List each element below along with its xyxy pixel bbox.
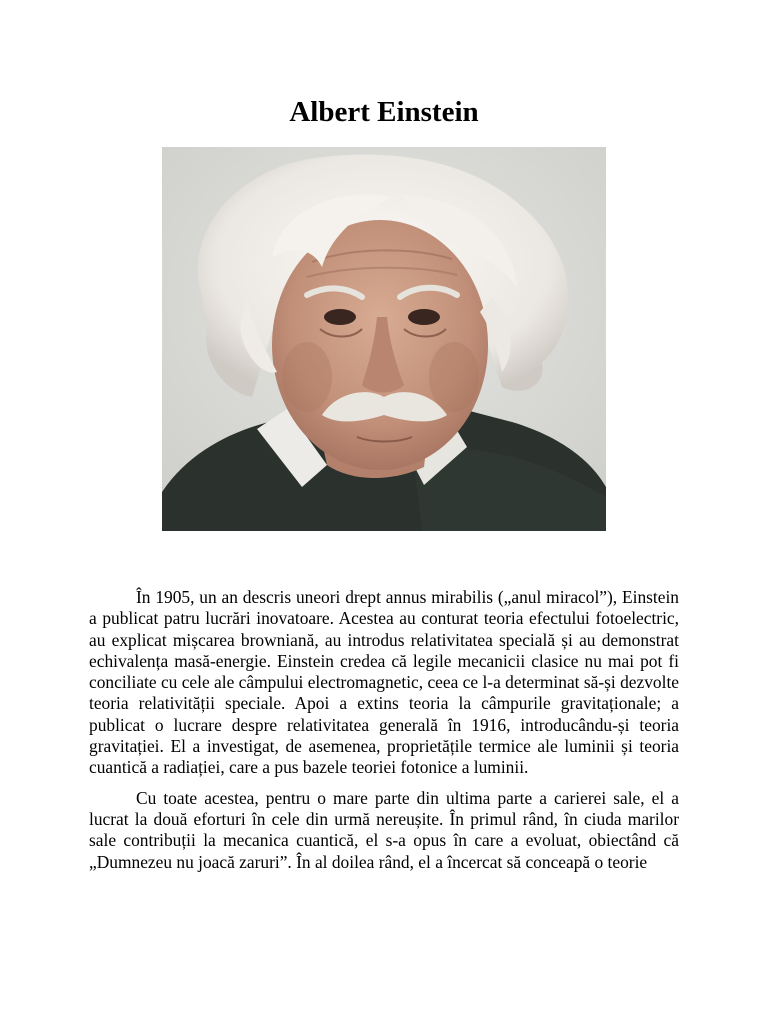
paragraph: În 1905, un an descris uneori drept annus mirabilis („anul miracol”), Einstein a publicat patru lucrări inovatoare. Acestea au conturat teoria efectului fotoelectric, au explicat mișcarea browniană, au introdus relativitatea specială și au demonstrat echivalența masă-energie. Einstein credea că legile mecanicii clasice nu mai pot fi conciliate cu cele ale câmpului electromagnetic, ceea ce l-a determinat să-și dezvolte teoria relativității speciale. Apoi a extins teoria la câmpurile gravitaționale; a publicat o lucrare despre relativitatea generală în 1916, introducându-și teoria gravitației. El a investigat, de asemenea, proprietățile termice ale luminii și teoria cuantică a radiației, care a pus bazele teoriei fotonice a luminii. — [89, 587, 679, 778]
portrait-image — [162, 147, 606, 531]
paragraph: Cu toate acestea, pentru o mare parte din ultima parte a carierei sale, el a lucrat la două eforturi în cele din urmă nereușite. În primul rând, în ciuda marilor sale contribuții la mecanica cuantică, el s-a opus în care a evoluat, obiectând că „Dumnezeu nu joacă zaruri”. În al doilea rând, el a încercat să conceapă o teorie — [89, 787, 679, 872]
portrait-illustration — [162, 147, 606, 531]
body-text — [89, 587, 679, 882]
page-title: Albert Einstein — [289, 96, 479, 128]
